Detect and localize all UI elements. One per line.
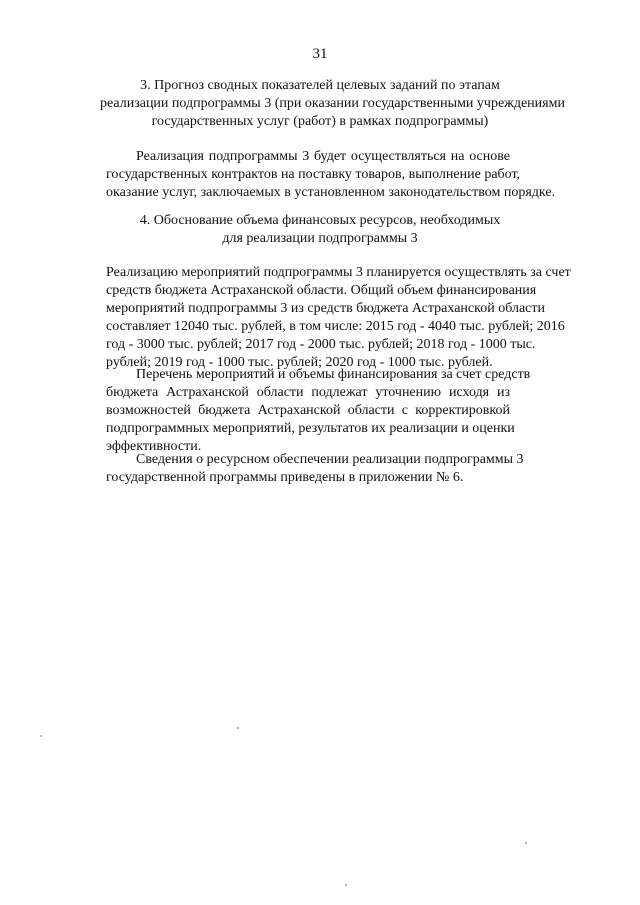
scan-speck [40,735,42,737]
paragraph-line: Перечень мероприятий и объемы финансирования за счет средств [136,367,531,382]
paragraph-line: средств бюджета Астраханской области. Общий объем финансирования [106,283,537,298]
heading-line: 3. Прогноз сводных показателей целевых заданий по этапам [140,78,500,93]
paragraph-line: государственной программы приведены в приложении № 6. [106,470,464,485]
section-3-paragraph [106,148,556,202]
heading-line: государственных услуг (работ) в рамках подпрограммы) [151,114,489,129]
heading-line: 4. Обоснование объема финансовых ресурсов, необходимых [139,213,501,228]
paragraph-line: Сведения о ресурсном обеспечении реализации подпрограммы 3 [136,452,524,467]
paragraph-line: Реализацию мероприятий подпрограммы 3 планируется осуществлять за счет [106,265,571,280]
heading-line: для реализации подпрограммы 3 [222,231,418,246]
section-4-heading [100,212,540,248]
paragraph-line: рублей; 2019 год - 1000 тыс. рублей; 2020 год - 1000 тыс. рублей. [106,355,493,370]
section-4-paragraph-clarification [106,366,531,456]
page-number: 31 [312,46,328,62]
heading-line: реализации подпрограммы 3 (при оказании государственными учреждениями [100,96,565,111]
paragraph-line: составляет 12040 тыс. рублей, в том числе: 2015 год - 4040 тыс. рублей; 2016 [106,319,565,334]
paragraph-line: государственных контрактов на поставку товаров, выполнение работ, [106,167,521,182]
paragraph-line: год - 3000 тыс. рублей; 2017 год - 2000 тыс. рублей; 2018 год - 1000 тыс. [106,337,536,352]
section-4-paragraph-appendix [106,451,524,487]
paragraph-line: Реализация подпрограммы 3 будет осуществляться на основе [136,149,510,164]
scan-speck [525,842,527,844]
paragraph-line: подпрограммных мероприятий, результатов их реализации и оценки [106,421,515,436]
paragraph-line: бюджета Астраханской области подлежат уточнению исходя из [106,385,510,400]
paragraph-line: возможностей бюджета Астраханской области с корректировкой [106,403,510,418]
section-3-heading [100,77,565,131]
paragraph-line: мероприятий подпрограммы 3 из средств бюджета Астраханской области [106,301,546,316]
scan-speck [237,727,239,729]
section-4-paragraph-financing [106,264,571,372]
paragraph-line: оказание услуг, заключаемых в установленном законодательством порядке. [106,185,556,200]
paragraph-line: эффективности. [106,439,202,454]
scan-speck [345,884,347,886]
